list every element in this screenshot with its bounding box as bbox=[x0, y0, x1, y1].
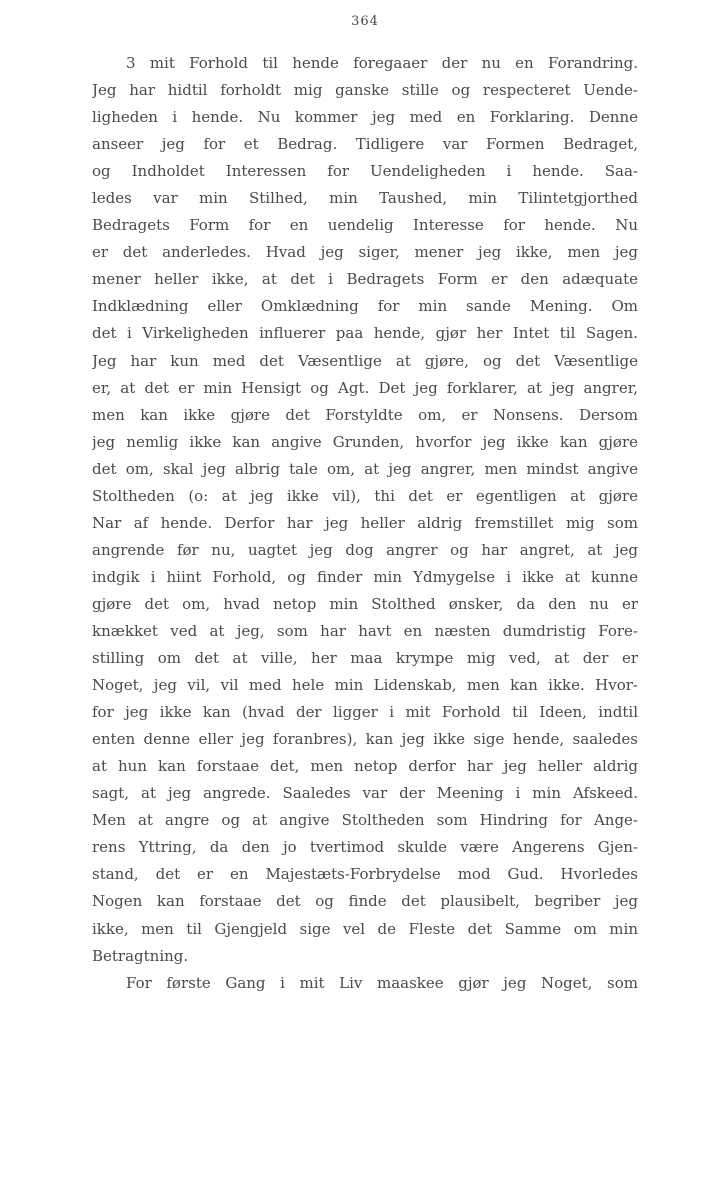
text-line: at hun kan forstaae det, men netop derfor har jeg heller aldrig bbox=[92, 757, 638, 776]
text-line: 3 mit Forhold til hende foregaaer der nu en Forandring. bbox=[126, 54, 638, 72]
text-line: ligheden i hende. Nu kommer jeg med en Forklaring. Denne bbox=[92, 108, 638, 127]
text-line: enten denne eller jeg foranbres), kan jeg ikke sige hende, saaledes bbox=[92, 730, 638, 749]
page-number: 364 bbox=[351, 14, 379, 29]
text-line: Noget, jeg vil, vil med hele min Lidenskab, men kan ikke. Hvor- bbox=[92, 676, 638, 695]
text-line: For første Gang i mit Liv maaskee gjør jeg Noget, som bbox=[126, 973, 638, 992]
text-line: Nar af hende. Derfor har jeg heller aldrig fremstillet mig som bbox=[92, 513, 638, 532]
text-line: er det anderledes. Hvad jeg siger, mener jeg ikke, men jeg bbox=[92, 243, 638, 262]
text-line: Betragtning. bbox=[92, 946, 189, 965]
text-line: rens Yttring, da den jo tvertimod skulde være Angerens Gjen- bbox=[92, 838, 638, 857]
text-line: Jeg har hidtil forholdt mig ganske stille og respecteret Uende- bbox=[92, 81, 638, 100]
text-line: knækket ved at jeg, som har havt en næsten dumdristig Fore- bbox=[92, 621, 638, 640]
text-line: jeg nemlig ikke kan angive Grunden, hvorfor jeg ikke kan gjøre bbox=[92, 432, 638, 451]
text-line: sagt, at jeg angrede. Saaledes var der Meening i min Afskeed. bbox=[92, 784, 638, 803]
text-line: og Indholdet Interessen for Uendeligheden i hende. Saa- bbox=[92, 162, 638, 181]
text-line: Men at angre og at angive Stoltheden som Hindring for Ange- bbox=[92, 811, 638, 830]
text-line: men kan ikke gjøre det Forstyldte om, er Nonsens. Dersom bbox=[92, 405, 638, 424]
text-line: det om, skal jeg albrig tale om, at jeg angrer, men mindst angive bbox=[92, 459, 638, 478]
text-line: angrende før nu, uagtet jeg dog angrer og har angret, at jeg bbox=[92, 540, 638, 559]
text-line: ledes var min Stilhed, min Taushed, min Tilintetgjorthed bbox=[92, 189, 638, 208]
text-line: Bedragets Form for en uendelig Interesse for hende. Nu bbox=[92, 216, 638, 235]
text-line: indgik i hiint Forhold, og finder min Ydmygelse i ikke at kunne bbox=[92, 567, 638, 586]
text-line: stilling om det at ville, her maa krympe mig ved, at der er bbox=[92, 649, 638, 668]
text-line: Jeg har kun med det Væsentlige at gjøre, og det Væsentlige bbox=[92, 351, 638, 370]
text-line: Indklædning eller Omklædning for min sande Mening. Om bbox=[92, 297, 638, 316]
text-line: det i Virkeligheden influerer paa hende, gjør her Intet til Sagen. bbox=[92, 324, 638, 343]
text-line: mener heller ikke, at det i Bedragets Form er den adæquate bbox=[92, 270, 638, 289]
text-line: stand, det er en Majestæts-Forbrydelse mod Gud. Hvorledes bbox=[92, 865, 638, 884]
text-line: Nogen kan forstaae det og finde det plausibelt, begriber jeg bbox=[92, 892, 638, 911]
text-line: er, at det er min Hensigt og Agt. Det jeg forklarer, at jeg angrer, bbox=[92, 378, 638, 397]
text-line: anseer jeg for et Bedrag. Tidligere var Formen Bedraget, bbox=[92, 135, 638, 154]
text-line: gjøre det om, hvad netop min Stolthed ønsker, da den nu er bbox=[92, 594, 638, 613]
text-line: for jeg ikke kan (hvad der ligger i mit Forhold til Ideen, indtil bbox=[92, 703, 638, 722]
text-line: Stoltheden (o: at jeg ikke vil), thi det er egentligen at gjøre bbox=[92, 486, 638, 505]
text-line: ikke, men til Gjengjeld sige vel de Fleste det Samme om min bbox=[92, 919, 638, 938]
body-text bbox=[92, 50, 638, 997]
